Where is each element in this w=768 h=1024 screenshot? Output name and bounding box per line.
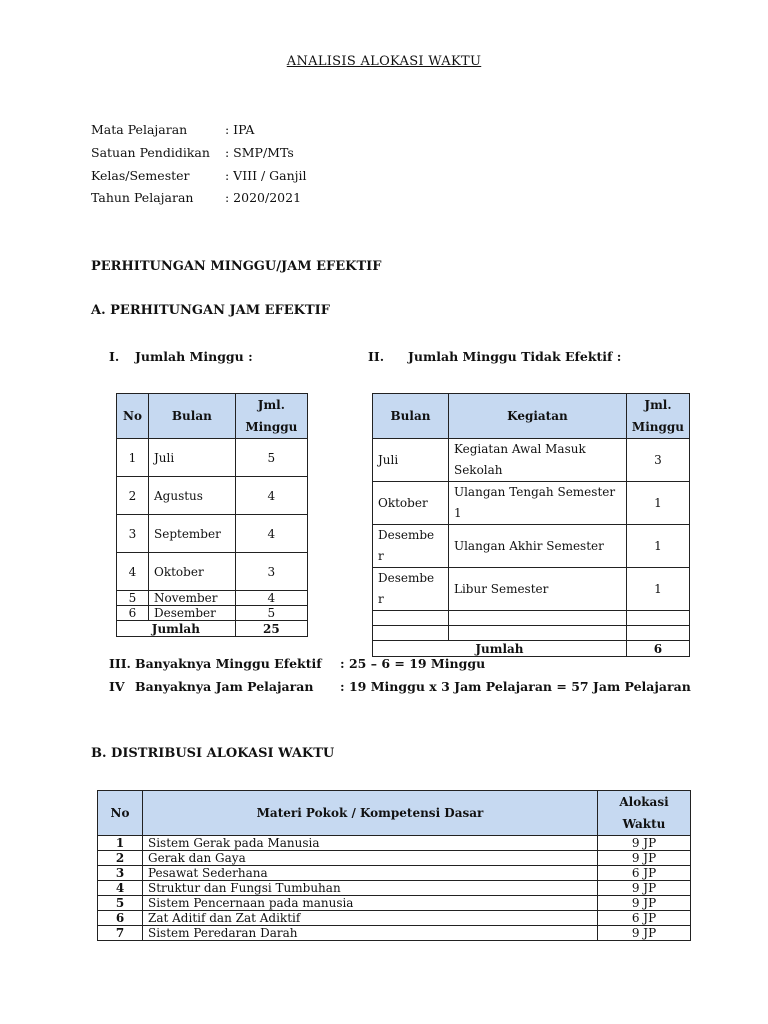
subheading-text: Jumlah Minggu Tidak Efektif : <box>408 349 622 364</box>
cell-bulan: September <box>149 515 236 553</box>
cell-jml: 3 <box>626 439 689 482</box>
info-value: : VIII / Ganjil <box>225 168 307 183</box>
cell-kegiatan <box>448 439 626 482</box>
cell-no: 3 <box>117 515 149 553</box>
table-row <box>117 439 308 477</box>
heading-main: PERHITUNGAN MINGGU/JAM EFEKTIF <box>91 259 382 274</box>
table-minggu-tidak-efektif <box>372 393 690 657</box>
cell-bulan: Juli <box>373 439 449 482</box>
summary-number: IV <box>109 679 125 694</box>
cell-jml: 5 <box>235 606 307 621</box>
info-value: : SMP/MTs <box>225 145 294 160</box>
table-jumlah-minggu <box>116 393 308 637</box>
cell-jml: 1 <box>626 482 689 525</box>
header-jml-minggu <box>626 394 689 439</box>
table-row <box>373 439 690 482</box>
table-row <box>117 606 308 621</box>
document-title: ANALISIS ALOKASI WAKTU <box>286 54 482 69</box>
table-row <box>98 836 691 851</box>
cell-bulan: Agustus <box>149 477 236 515</box>
table-total-row <box>373 641 690 657</box>
table-row <box>117 515 308 553</box>
cell-no: 3 <box>98 866 143 881</box>
cell-jml: 4 <box>235 591 307 606</box>
cell-no: 4 <box>98 881 143 896</box>
cell-no: 5 <box>98 896 143 911</box>
cell-materi: Sistem Peredaran Darah <box>143 926 598 941</box>
cell-waktu: 6 JP <box>598 911 691 926</box>
total-value: 6 <box>626 641 689 657</box>
table-row-empty <box>373 626 690 641</box>
kegiatan-line: Sekolah <box>453 463 503 477</box>
cell-waktu: 9 JP <box>598 851 691 866</box>
cell-jml: 5 <box>235 439 307 477</box>
cell-bulan <box>373 525 449 568</box>
cell-waktu: 9 JP <box>598 881 691 896</box>
table-row <box>98 926 691 941</box>
cell-kegiatan: Libur Semester <box>448 568 626 611</box>
cell-no: 1 <box>98 836 143 851</box>
header-bulan: Bulan <box>373 394 449 439</box>
table-row <box>117 591 308 606</box>
cell-jml: 4 <box>235 477 307 515</box>
table-row-empty <box>373 611 690 626</box>
cell-jml: 4 <box>235 515 307 553</box>
cell-kegiatan <box>448 482 626 525</box>
bulan-line: Desembe <box>378 571 435 585</box>
cell-materi: Zat Aditif dan Zat Adiktif <box>143 911 598 926</box>
cell-bulan: Desember <box>149 606 236 621</box>
subheading-minggu-tidak-efektif <box>368 349 621 364</box>
header-bulan: Bulan <box>149 394 236 439</box>
header-materi: Materi Pokok / Kompetensi Dasar <box>143 791 598 836</box>
header-no: No <box>98 791 143 836</box>
summary-value: : 25 – 6 = 19 Minggu <box>340 656 486 671</box>
info-row-class-semester <box>91 168 307 183</box>
header-alokasi-waktu <box>598 791 691 836</box>
info-value: : IPA <box>225 122 255 137</box>
cell-waktu: 6 JP <box>598 866 691 881</box>
total-value: 25 <box>235 621 307 637</box>
cell-waktu: 9 JP <box>598 836 691 851</box>
kegiatan-line: 1 <box>453 506 462 520</box>
subheading-text: Jumlah Minggu : <box>135 349 253 364</box>
table-row <box>373 525 690 568</box>
summary-label: Banyaknya Jam Pelajaran <box>135 679 314 694</box>
cell-materi: Gerak dan Gaya <box>143 851 598 866</box>
bulan-line: r <box>378 592 384 606</box>
kegiatan-line: Ulangan Tengah Semester <box>453 485 616 499</box>
cell-no: 1 <box>117 439 149 477</box>
table-row <box>117 553 308 591</box>
header-kegiatan: Kegiatan <box>448 394 626 439</box>
info-value: : 2020/2021 <box>225 190 302 205</box>
cell-waktu: 9 JP <box>598 926 691 941</box>
heading-section-a: A. PERHITUNGAN JAM EFEKTIF <box>91 303 330 318</box>
header-jml: Jml. <box>644 398 672 412</box>
table-distribusi-alokasi <box>97 790 691 941</box>
cell-jml: 1 <box>626 568 689 611</box>
table-row <box>117 477 308 515</box>
info-row-subject <box>91 122 254 137</box>
cell-materi: Pesawat Sederhana <box>143 866 598 881</box>
table-total-row <box>117 621 308 637</box>
cell-jml: 1 <box>626 525 689 568</box>
cell-bulan <box>373 568 449 611</box>
header-minggu: Minggu <box>631 420 684 434</box>
summary-value: : 19 Minggu x 3 Jam Pelajaran = 57 Jam Pelajaran <box>340 679 691 694</box>
cell-waktu: 9 JP <box>598 896 691 911</box>
table-row <box>373 568 690 611</box>
info-row-academic-year <box>91 190 301 205</box>
cell-bulan: November <box>149 591 236 606</box>
info-row-school-level <box>91 145 294 160</box>
info-label: Mata Pelajaran <box>91 122 188 137</box>
cell-no: 5 <box>117 591 149 606</box>
header-jml-minggu <box>235 394 307 439</box>
header-alokasi: Alokasi <box>619 795 669 809</box>
table-row <box>98 911 691 926</box>
table-row <box>98 881 691 896</box>
cell-kegiatan: Ulangan Akhir Semester <box>448 525 626 568</box>
cell-bulan: Juli <box>149 439 236 477</box>
cell-no: 7 <box>98 926 143 941</box>
summary-jam-pelajaran <box>109 679 691 694</box>
bulan-line: Desembe <box>378 528 435 542</box>
total-label: Jumlah <box>117 621 236 637</box>
cell-materi: Struktur dan Fungsi Tumbuhan <box>143 881 598 896</box>
header-waktu: Waktu <box>622 817 666 831</box>
kegiatan-line: Kegiatan Awal Masuk <box>453 442 586 456</box>
bulan-line: r <box>378 549 384 563</box>
table-row <box>98 851 691 866</box>
cell-bulan: Oktober <box>373 482 449 525</box>
table-row <box>373 482 690 525</box>
cell-no: 6 <box>98 911 143 926</box>
cell-materi: Sistem Pencernaan pada manusia <box>143 896 598 911</box>
cell-materi: Sistem Gerak pada Manusia <box>143 836 598 851</box>
cell-no: 2 <box>98 851 143 866</box>
subheading-jumlah-minggu <box>109 349 253 364</box>
table-row <box>98 866 691 881</box>
header-minggu: Minggu <box>245 420 298 434</box>
cell-no: 6 <box>117 606 149 621</box>
summary-number: III. <box>109 656 131 671</box>
subheading-number: I. <box>109 349 120 364</box>
total-label: Jumlah <box>373 641 627 657</box>
info-label: Tahun Pelajaran <box>91 190 194 205</box>
summary-minggu-efektif <box>109 656 485 671</box>
cell-no: 4 <box>117 553 149 591</box>
subheading-number: II. <box>368 349 385 364</box>
cell-jml: 3 <box>235 553 307 591</box>
header-jml: Jml. <box>257 398 285 412</box>
table-row <box>98 896 691 911</box>
header-no: No <box>117 394 149 439</box>
info-label: Kelas/Semester <box>91 168 190 183</box>
cell-no: 2 <box>117 477 149 515</box>
summary-label: Banyaknya Minggu Efektif <box>135 656 322 671</box>
cell-bulan: Oktober <box>149 553 236 591</box>
info-label: Satuan Pendidikan <box>91 145 210 160</box>
heading-section-b: B. DISTRIBUSI ALOKASI WAKTU <box>91 746 335 761</box>
